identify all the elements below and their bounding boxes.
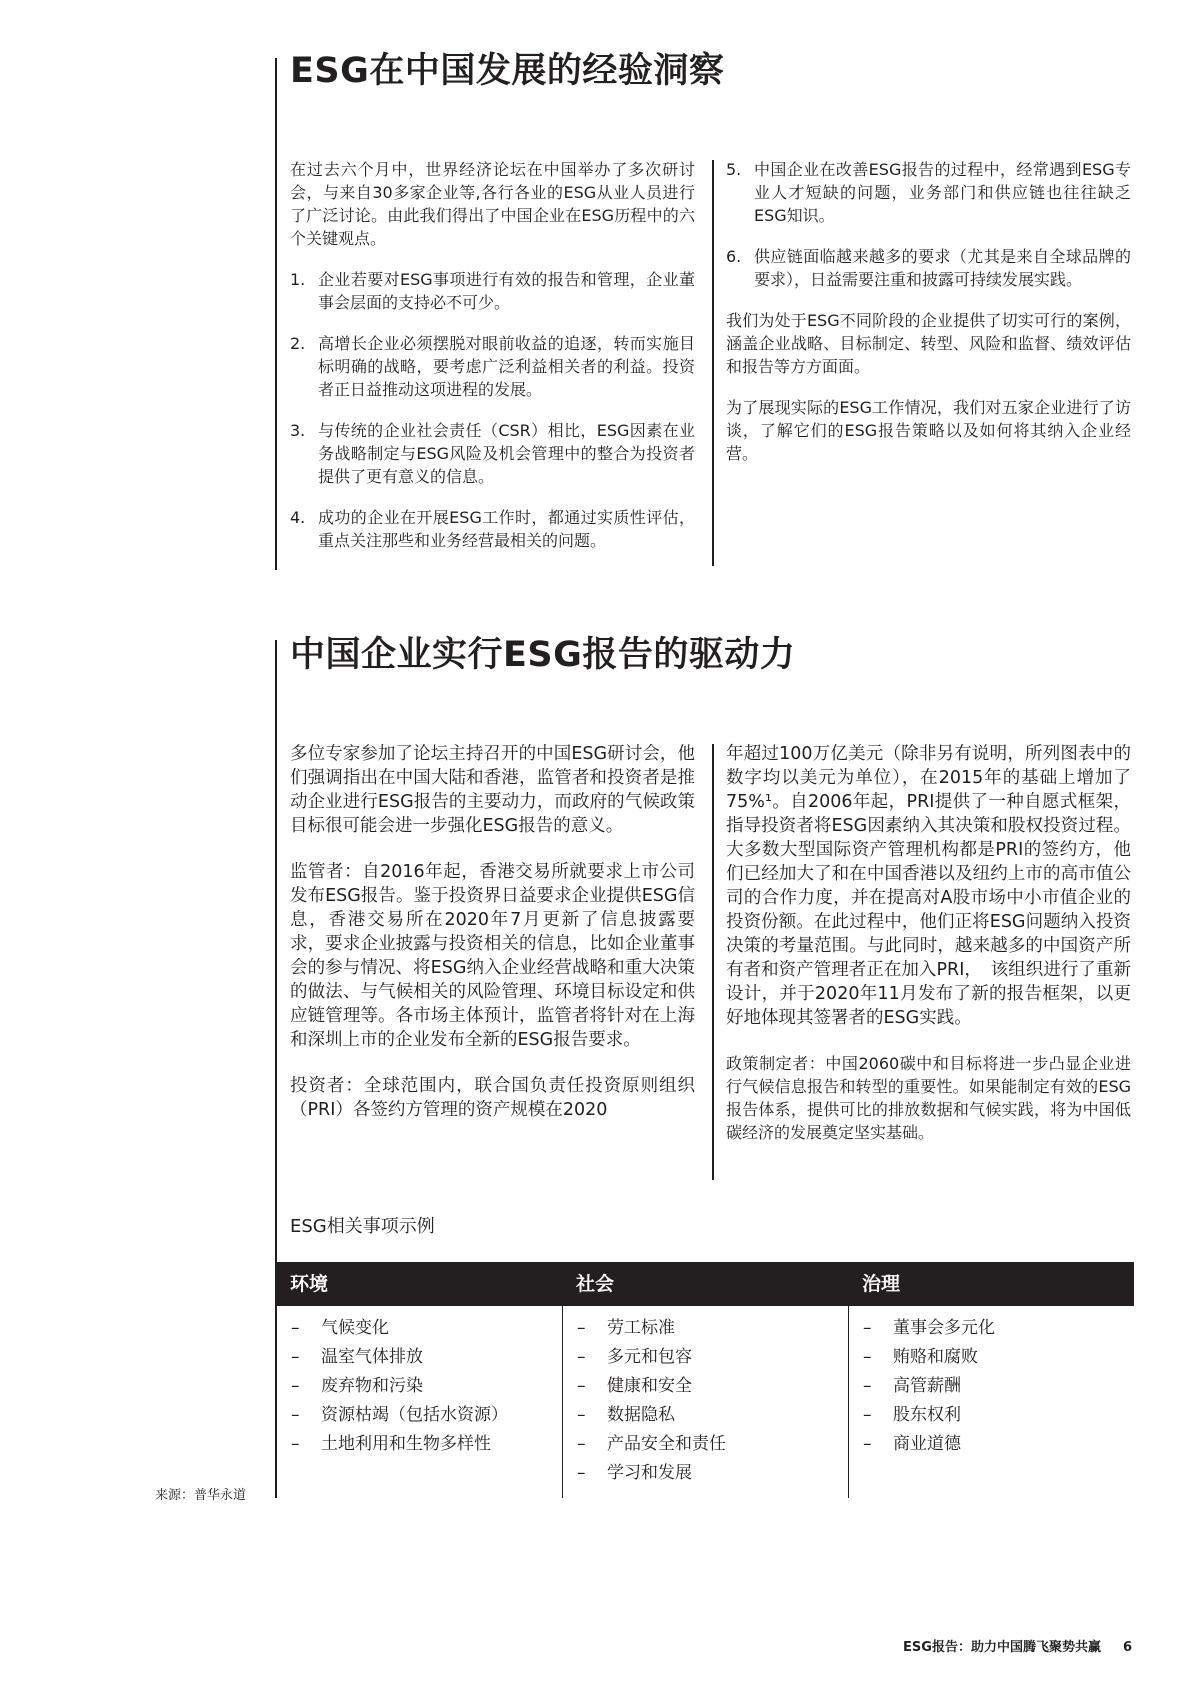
list-item: – 土地利用和生物多样性 bbox=[291, 1434, 491, 1454]
list-item: – 数据隐私 bbox=[577, 1405, 675, 1425]
list-item: – 产品安全和责任 bbox=[577, 1434, 726, 1454]
experts-paragraph: 多位专家参加了论坛主持召开的中国ESG研讨会，他们强调指出在中国大陆和香港，监管者和投资者是推动企业进行ESG报告的主要动力，而政府的气候政策目标很可能会进一步强化ESG报告的意义。 bbox=[290, 744, 695, 836]
section1-right-column bbox=[726, 158, 1131, 483]
list-item: – 健康和安全 bbox=[577, 1376, 692, 1396]
key-points-list-left bbox=[290, 268, 695, 552]
section1-cases-paragraph: 我们为处于ESG不同阶段的企业提供了切实可行的案例，涵盖企业战略、目标制定、转型、风险和监督、绩效评估和报告等方方面面。 bbox=[726, 311, 1131, 376]
regulators-paragraph: 监管者：自2016年起，香港交易所就要求上市公司发布ESG报告。鉴于投资界日益要求企业提供ESG信息，香港交易所在2020年7月更新了信息披露要求，要求企业披露与投资相关的信息，比如企业董事会的参与情况、将ESG纳入企业经营战略和重大决策的做法、与气候相关的风险管理、环境目标设定和供应链管理等。各市场主体预计，监管者将针对在上海和深圳上市的企业发布全新的ESG报告要求。 bbox=[290, 862, 695, 1050]
key-points-list-right bbox=[726, 158, 1131, 291]
section1-rule bbox=[275, 58, 277, 570]
section2-column-divider bbox=[712, 744, 714, 1180]
list-item: – 多元和包容 bbox=[577, 1347, 692, 1367]
page-footer bbox=[903, 1636, 1132, 1655]
table-header-row bbox=[276, 1262, 1134, 1306]
esg-issues-table bbox=[276, 1262, 1134, 1498]
key-point: 3. 与传统的企业社会责任（CSR）相比，ESG因素在业务战略制定与ESG风险及机会管理中的整合为投资者提供了更有意义的信息。 bbox=[290, 421, 695, 486]
table-title: ESG相关事项示例 bbox=[290, 1216, 435, 1237]
policy-paragraph: 政策制定者：中国2060碳中和目标将进一步凸显企业进行气候信息报告和转型的重要性。如果能制定有效的ESG报告体系，提供可比的排放数据和气候实践，将为中国低碳经济的发展奠定坚实基础。 bbox=[726, 1054, 1131, 1142]
list-item: – 气候变化 bbox=[291, 1318, 389, 1338]
section2-left-column bbox=[290, 742, 695, 1144]
section1-interviews-paragraph: 为了展现实际的ESG工作情况，我们对五家企业进行了访谈，了解它们的ESG报告策略以及如何将其纳入企业经营。 bbox=[726, 398, 1131, 463]
investors-paragraph: 投资者：全球范围内，联合国负责任投资原则组织（PRI）各签约方管理的资产规模在2020 bbox=[290, 1076, 695, 1120]
section2-title: 中国企业实行ESG报告的驱动力 bbox=[290, 635, 796, 675]
key-point: 4. 成功的企业在开展ESG工作时，都通过实质性评估，重点关注那些和业务经营最相关的问题。 bbox=[290, 508, 695, 550]
list-item: – 劳工标准 bbox=[577, 1318, 675, 1338]
section1-intro: 在过去六个月中，世界经济论坛在中国举办了多次研讨会，与来自30多家企业等,各行各业的ESG从业人员进行了广泛讨论。由此我们得出了中国企业在ESG历程中的六个关键观点。 bbox=[290, 160, 695, 248]
section1-title: ESG在中国发展的经验洞察 bbox=[290, 51, 725, 91]
list-item: – 资源枯竭（包括水资源） bbox=[291, 1405, 508, 1425]
social-column bbox=[563, 1306, 849, 1498]
section2-right-column bbox=[726, 742, 1131, 1166]
footer-title: ESG报告：助力中国腾飞聚势共赢 bbox=[903, 1640, 1101, 1655]
list-item: – 学习和发展 bbox=[577, 1463, 692, 1483]
list-item: – 商业道德 bbox=[863, 1434, 961, 1454]
key-point: 5. 中国企业在改善ESG报告的过程中，经常遇到ESG专业人才短缺的问题，业务部门和供应链也往往缺乏ESG知识。 bbox=[726, 160, 1131, 225]
table-body-row bbox=[276, 1306, 1134, 1498]
list-item: – 股东权利 bbox=[863, 1405, 961, 1425]
list-item: – 高管薪酬 bbox=[863, 1376, 961, 1396]
list-item: – 废弃物和污染 bbox=[291, 1376, 423, 1396]
list-item: – 贿赂和腐败 bbox=[863, 1347, 978, 1367]
header-governance: 治理 bbox=[862, 1273, 901, 1295]
key-point: 6. 供应链面临越来越多的要求（尤其是来自全球品牌的要求），日益需要注重和披露可持续发展实践。 bbox=[726, 247, 1131, 289]
list-item: – 董事会多元化 bbox=[863, 1318, 995, 1338]
investors-paragraph-continued: 年超过100万亿美元（除非另有说明，所列图表中的数字均以美元为单位），在2015年的基础上增加了75%¹。自2006年起，PRI提供了一种自愿式框架，指导投资者将ESG因素纳入其决策和股权投资过程。大多数大型国际资产管理机构都是PRI的签约方，他们已经加大了和在中国香港以及纽约上市的高市值公司的合作力度，并在提高对A股市场中小市值企业的投资份额。在此过程中，他们正将ESG问题纳入投资决策的考量范围。与此同时，越来越多的中国资产所有者和资产管理者正在加入PRI， 该组织进行了重新设计，并于2020年11月发布了新的报告框架，以更好地体现其签署者的ESG实践。 bbox=[726, 744, 1131, 1028]
key-point: 1. 企业若要对ESG事项进行有效的报告和管理，企业董事会层面的支持必不可少。 bbox=[290, 270, 695, 312]
header-social: 社会 bbox=[576, 1273, 615, 1295]
key-point: 2. 高增长企业必须摆脱对眼前收益的追逐，转而实施目标明确的战略，要考虑广泛利益相关者的利益。投资者正日益推动这项进程的发展。 bbox=[290, 334, 695, 399]
section1-left-column bbox=[290, 158, 695, 570]
header-environment: 环境 bbox=[290, 1273, 329, 1295]
section1-column-divider bbox=[712, 160, 714, 566]
list-item: – 温室气体排放 bbox=[291, 1347, 423, 1367]
page-number: 6 bbox=[1122, 1640, 1132, 1655]
source-note: 来源：普华永道 bbox=[155, 1488, 247, 1503]
environment-column bbox=[276, 1306, 563, 1498]
governance-column bbox=[849, 1306, 1134, 1498]
